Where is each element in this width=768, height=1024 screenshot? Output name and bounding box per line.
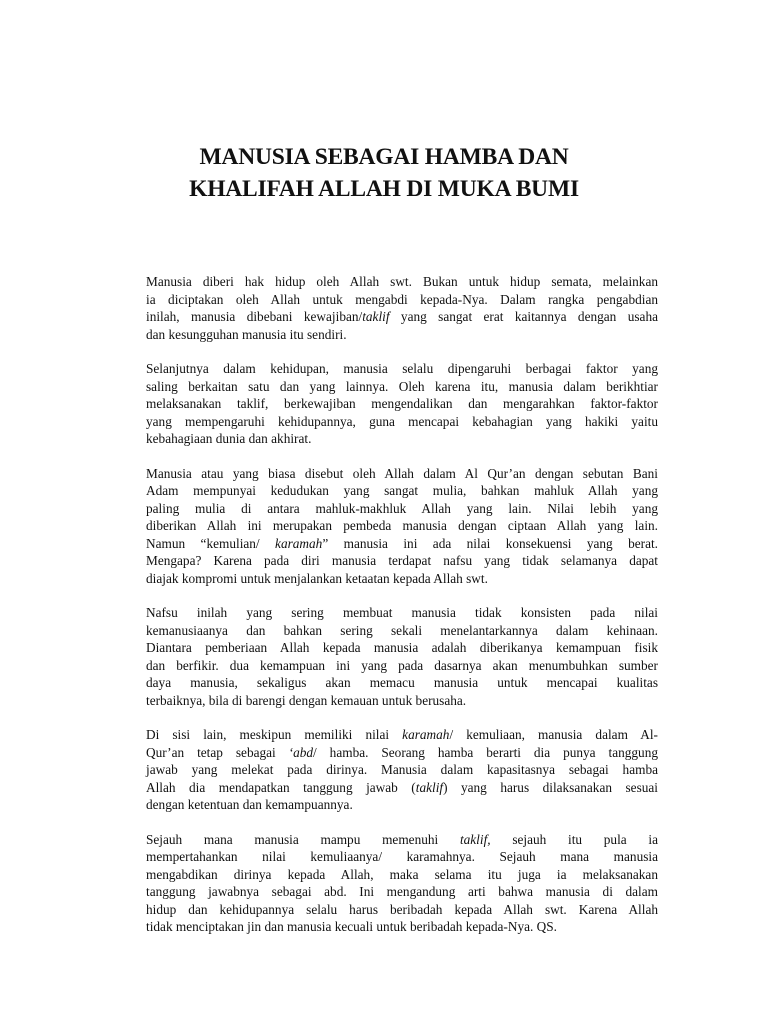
text-run: kebahagiaan dunia dan akhirat. — [146, 431, 312, 446]
text-run: Adam mempunyai kedudukan yang sangat mulia, bahkan mahluk Allah yang — [146, 483, 658, 498]
text-line — [146, 552, 658, 570]
title-line: KHALIFAH ALLAH DI MUKA BUMI — [189, 176, 579, 202]
text-run: Allah dia mendapatkan tanggung jawab ( — [146, 779, 416, 795]
paragraph — [146, 726, 658, 814]
document-title — [120, 141, 648, 205]
paragraph — [146, 360, 658, 448]
text-run: Sejauh mana manusia mampu memenuhi — [146, 831, 460, 847]
text-line — [146, 413, 658, 431]
text-run: terbaiknya, bila di barengi dengan kemauan untuk berusaha. — [146, 692, 467, 708]
text-run: saling berkaitan satu dan yang lainnya. Oleh karena itu, manusia dalam berikhtiar — [146, 378, 658, 394]
text-line — [146, 726, 658, 744]
text-run: Di sisi lain, meskipun memiliki nilai — [146, 727, 403, 742]
text-line — [146, 831, 658, 849]
text-line — [146, 326, 658, 344]
text-run: Namun “kemulian/ — [146, 535, 276, 551]
text-run: dan berfikir. dua kemampuan ini yang pada dasarnya akan menumbuhkan sumber — [146, 657, 658, 673]
italic-term: taklif — [362, 309, 390, 324]
paragraph — [146, 273, 658, 343]
text-run: / kemuliaan, manusia dalam Al- — [449, 727, 658, 742]
text-line — [146, 692, 658, 710]
text-line — [146, 657, 658, 675]
text-line — [146, 622, 658, 640]
text-line — [146, 570, 658, 588]
text-line — [146, 395, 658, 413]
document-body — [146, 273, 658, 953]
text-line — [146, 761, 658, 779]
text-line — [146, 848, 658, 866]
text-run: dengan ketentuan dan kemampuannya. — [146, 797, 353, 812]
paragraph — [146, 831, 658, 936]
text-run: Qur’an tetap sebagai — [146, 744, 289, 760]
text-line — [146, 517, 658, 535]
text-run: Mengapa? Karena pada diri manusia terdapat nafsu yang tidak selamanya dapat — [146, 553, 658, 568]
italic-term: ‘abd — [288, 744, 314, 760]
text-line — [146, 796, 658, 814]
text-line — [146, 918, 658, 936]
text-run: yang sangat erat kaitannya dengan usaha — [389, 309, 658, 324]
text-run: diajak kompromi untuk menjalankan ketaatan kepada Allah swt. — [146, 570, 488, 586]
text-line — [146, 901, 658, 919]
text-run: paling mulia di antara mahluk-makhluk Allah yang lain. Nilai lebih yang — [146, 500, 658, 516]
text-line — [146, 308, 658, 326]
text-line — [146, 378, 658, 396]
text-run: tanggung jawabnya sebagai abd. Ini mengandung arti bahwa manusia di dalam — [146, 884, 658, 899]
text-run: ” manusia ini ada nilai konsekuensi yang berat. — [322, 535, 659, 551]
text-run: yang mempengaruhi kehidupannya, guna mencapai kebahagian yang hakiki yaitu — [146, 413, 658, 429]
text-line — [146, 500, 658, 518]
text-run: inilah, manusia dibebani kewajiban/ — [146, 309, 363, 324]
text-run: tidak menciptakan jin dan manusia kecuali untuk beribadah kepada-Nya. QS. — [146, 919, 557, 934]
text-line — [146, 779, 658, 797]
text-run: mempertahankan nilai kemuliaanya/ karamahnya. Sejauh mana manusia — [146, 849, 658, 864]
text-run: Selanjutnya dalam kehidupan, manusia selalu dipengaruhi berbagai faktor yang — [146, 361, 658, 376]
text-run: dan kesungguhan manusia itu sendiri. — [146, 326, 347, 342]
text-line — [146, 482, 658, 500]
text-line — [146, 883, 658, 901]
italic-term: karamah — [275, 535, 323, 551]
text-run: melaksanakan taklif, berkewajiban mengendalikan dan mengarahkan faktor-faktor — [146, 396, 658, 411]
text-run: jawab yang melekat pada dirinya. Manusia dalam kapasitasnya sebagai hamba — [146, 762, 658, 777]
italic-term: karamah — [402, 727, 450, 742]
text-run: Diantara pemberiaan Allah kepada manusia adalah diberikanya kemampuan fisik — [146, 640, 658, 655]
text-line — [146, 639, 658, 657]
text-run: Manusia atau yang biasa disebut oleh Allah dalam Al Qur’an dengan sebutan Bani — [146, 465, 658, 481]
text-line — [146, 291, 658, 309]
text-line — [146, 866, 658, 884]
text-run: mengabdikan dirinya kepada Allah, maka selama itu juga ia melaksanakan — [146, 866, 658, 882]
title-line: MANUSIA SEBAGAI HAMBA DAN — [199, 144, 569, 170]
text-run: diberikan Allah ini merupakan pembeda manusia dengan ciptaan Allah yang lain. — [146, 518, 658, 533]
italic-term: taklif, — [459, 831, 491, 847]
text-run: ia diciptakan oleh Allah untuk mengabdi kepada-Nya. Dalam rangka pengabdian — [146, 291, 658, 307]
text-run: daya manusia, sekaligus akan memacu manusia untuk mencapai kualitas — [146, 675, 658, 690]
text-line — [146, 465, 658, 483]
text-run: Nafsu inilah yang sering membuat manusia tidak konsisten pada nilai — [146, 605, 658, 620]
text-run: ) yang harus dilaksanakan sesuai — [443, 779, 658, 795]
text-run: kemanusiaanya dan bahkan sering sekali menelantarkannya dalam kehinaan. — [146, 622, 658, 638]
text-line — [146, 674, 658, 692]
paragraph — [146, 465, 658, 588]
text-line — [146, 535, 658, 553]
text-run: / hamba. Seorang hamba berarti dia punya tanggung — [313, 744, 658, 760]
text-run: sejauh itu pula ia — [490, 831, 658, 847]
italic-term: taklif — [415, 779, 444, 795]
text-line — [146, 604, 658, 622]
text-line — [146, 744, 658, 762]
text-line — [146, 360, 658, 378]
text-line — [146, 430, 658, 448]
text-run: hidup dan kehidupannya selalu harus beribadah kepada Allah swt. Karena Allah — [146, 901, 658, 917]
paragraph — [146, 604, 658, 709]
text-line — [146, 273, 658, 291]
text-run: Manusia diberi hak hidup oleh Allah swt. Bukan untuk hidup semata, melainkan — [146, 274, 658, 289]
